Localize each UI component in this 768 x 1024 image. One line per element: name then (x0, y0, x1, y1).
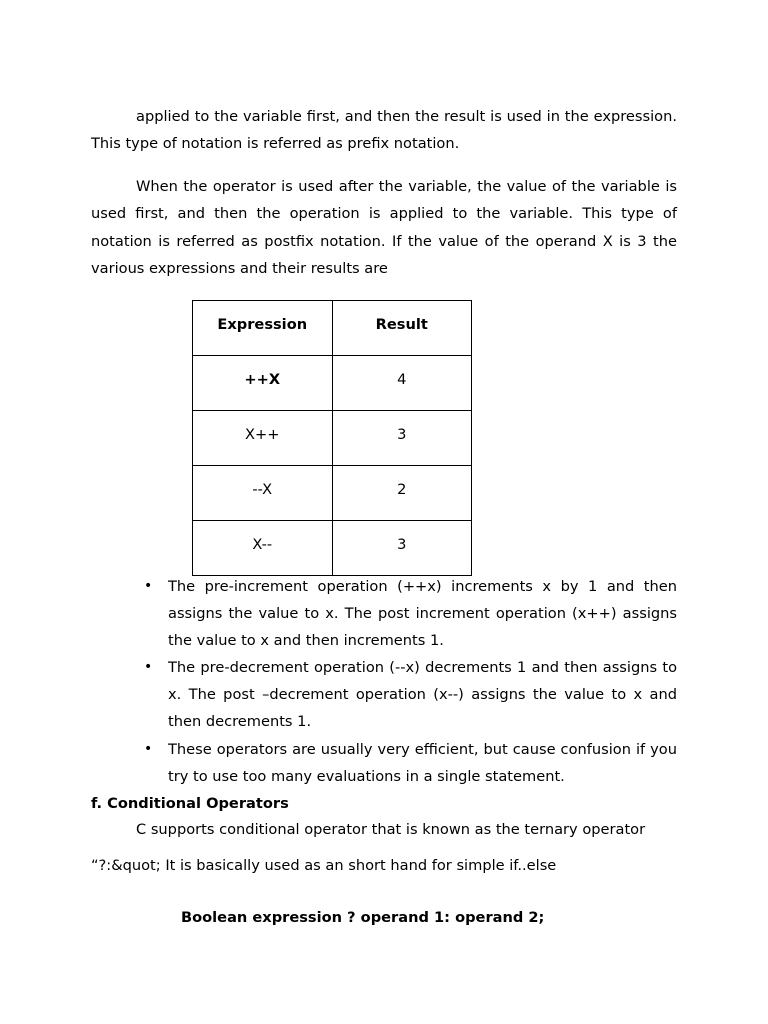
expression-cell: X++ (193, 411, 333, 466)
bullet-icon: • (144, 740, 153, 757)
expression-cell: X-- (193, 521, 333, 576)
result-cell: 4 (332, 356, 472, 411)
table-header-row (193, 301, 472, 356)
result-cell: 3 (332, 521, 472, 576)
table-row (193, 411, 472, 466)
operator-notes-list (91, 573, 677, 790)
table-row (193, 356, 472, 411)
table-row (193, 521, 472, 576)
list-item-text: The pre-increment operation (++x) increments x by 1 and then assigns the value to x. The post increment operation (x++) assigns the value to x and then increments 1. (168, 578, 677, 650)
section-heading: f. Conditional Operators (91, 795, 289, 812)
list-item (91, 573, 677, 654)
list-item (91, 654, 677, 735)
paragraph-prefix-notation: applied to the variable first, and then the result is used in the expression. This type of notation is referred as prefix notation. (91, 108, 677, 153)
result-cell: 2 (332, 466, 472, 521)
bullet-icon: • (144, 659, 153, 676)
list-item-text: These operators are usually very efficient, but cause confusion if you try to use too many evaluations in a single statement. (168, 740, 677, 785)
ternary-syntax: Boolean expression ? operand 1: operand 2; (181, 909, 545, 926)
header-expression: Expression (193, 301, 333, 356)
list-item-text: The pre-decrement operation (--x) decrements 1 and then assigns to x. The post –decrement operation (x--) assigns the value to x and then decrements 1. (168, 659, 677, 731)
table-row (193, 466, 472, 521)
list-item (91, 736, 677, 790)
bullet-icon: • (144, 578, 153, 594)
header-result: Result (332, 301, 472, 356)
paragraph-ternary-description: “?:&quot; It is basically used as an short hand for simple if..else (91, 857, 557, 874)
paragraph-conditional-intro: C supports conditional operator that is known as the ternary operator (136, 821, 646, 838)
expression-cell: ++X (193, 356, 333, 411)
paragraph-postfix-notation: When the operator is used after the variable, the value of the variable is used first, and then the operation is applied to the variable. This type of notation is referred as postfix notation. If the value of the operand X is 3 the various expressions and their results are (91, 178, 677, 277)
result-cell: 3 (332, 411, 472, 466)
expression-cell: --X (193, 466, 333, 521)
expression-results-table (192, 300, 472, 576)
